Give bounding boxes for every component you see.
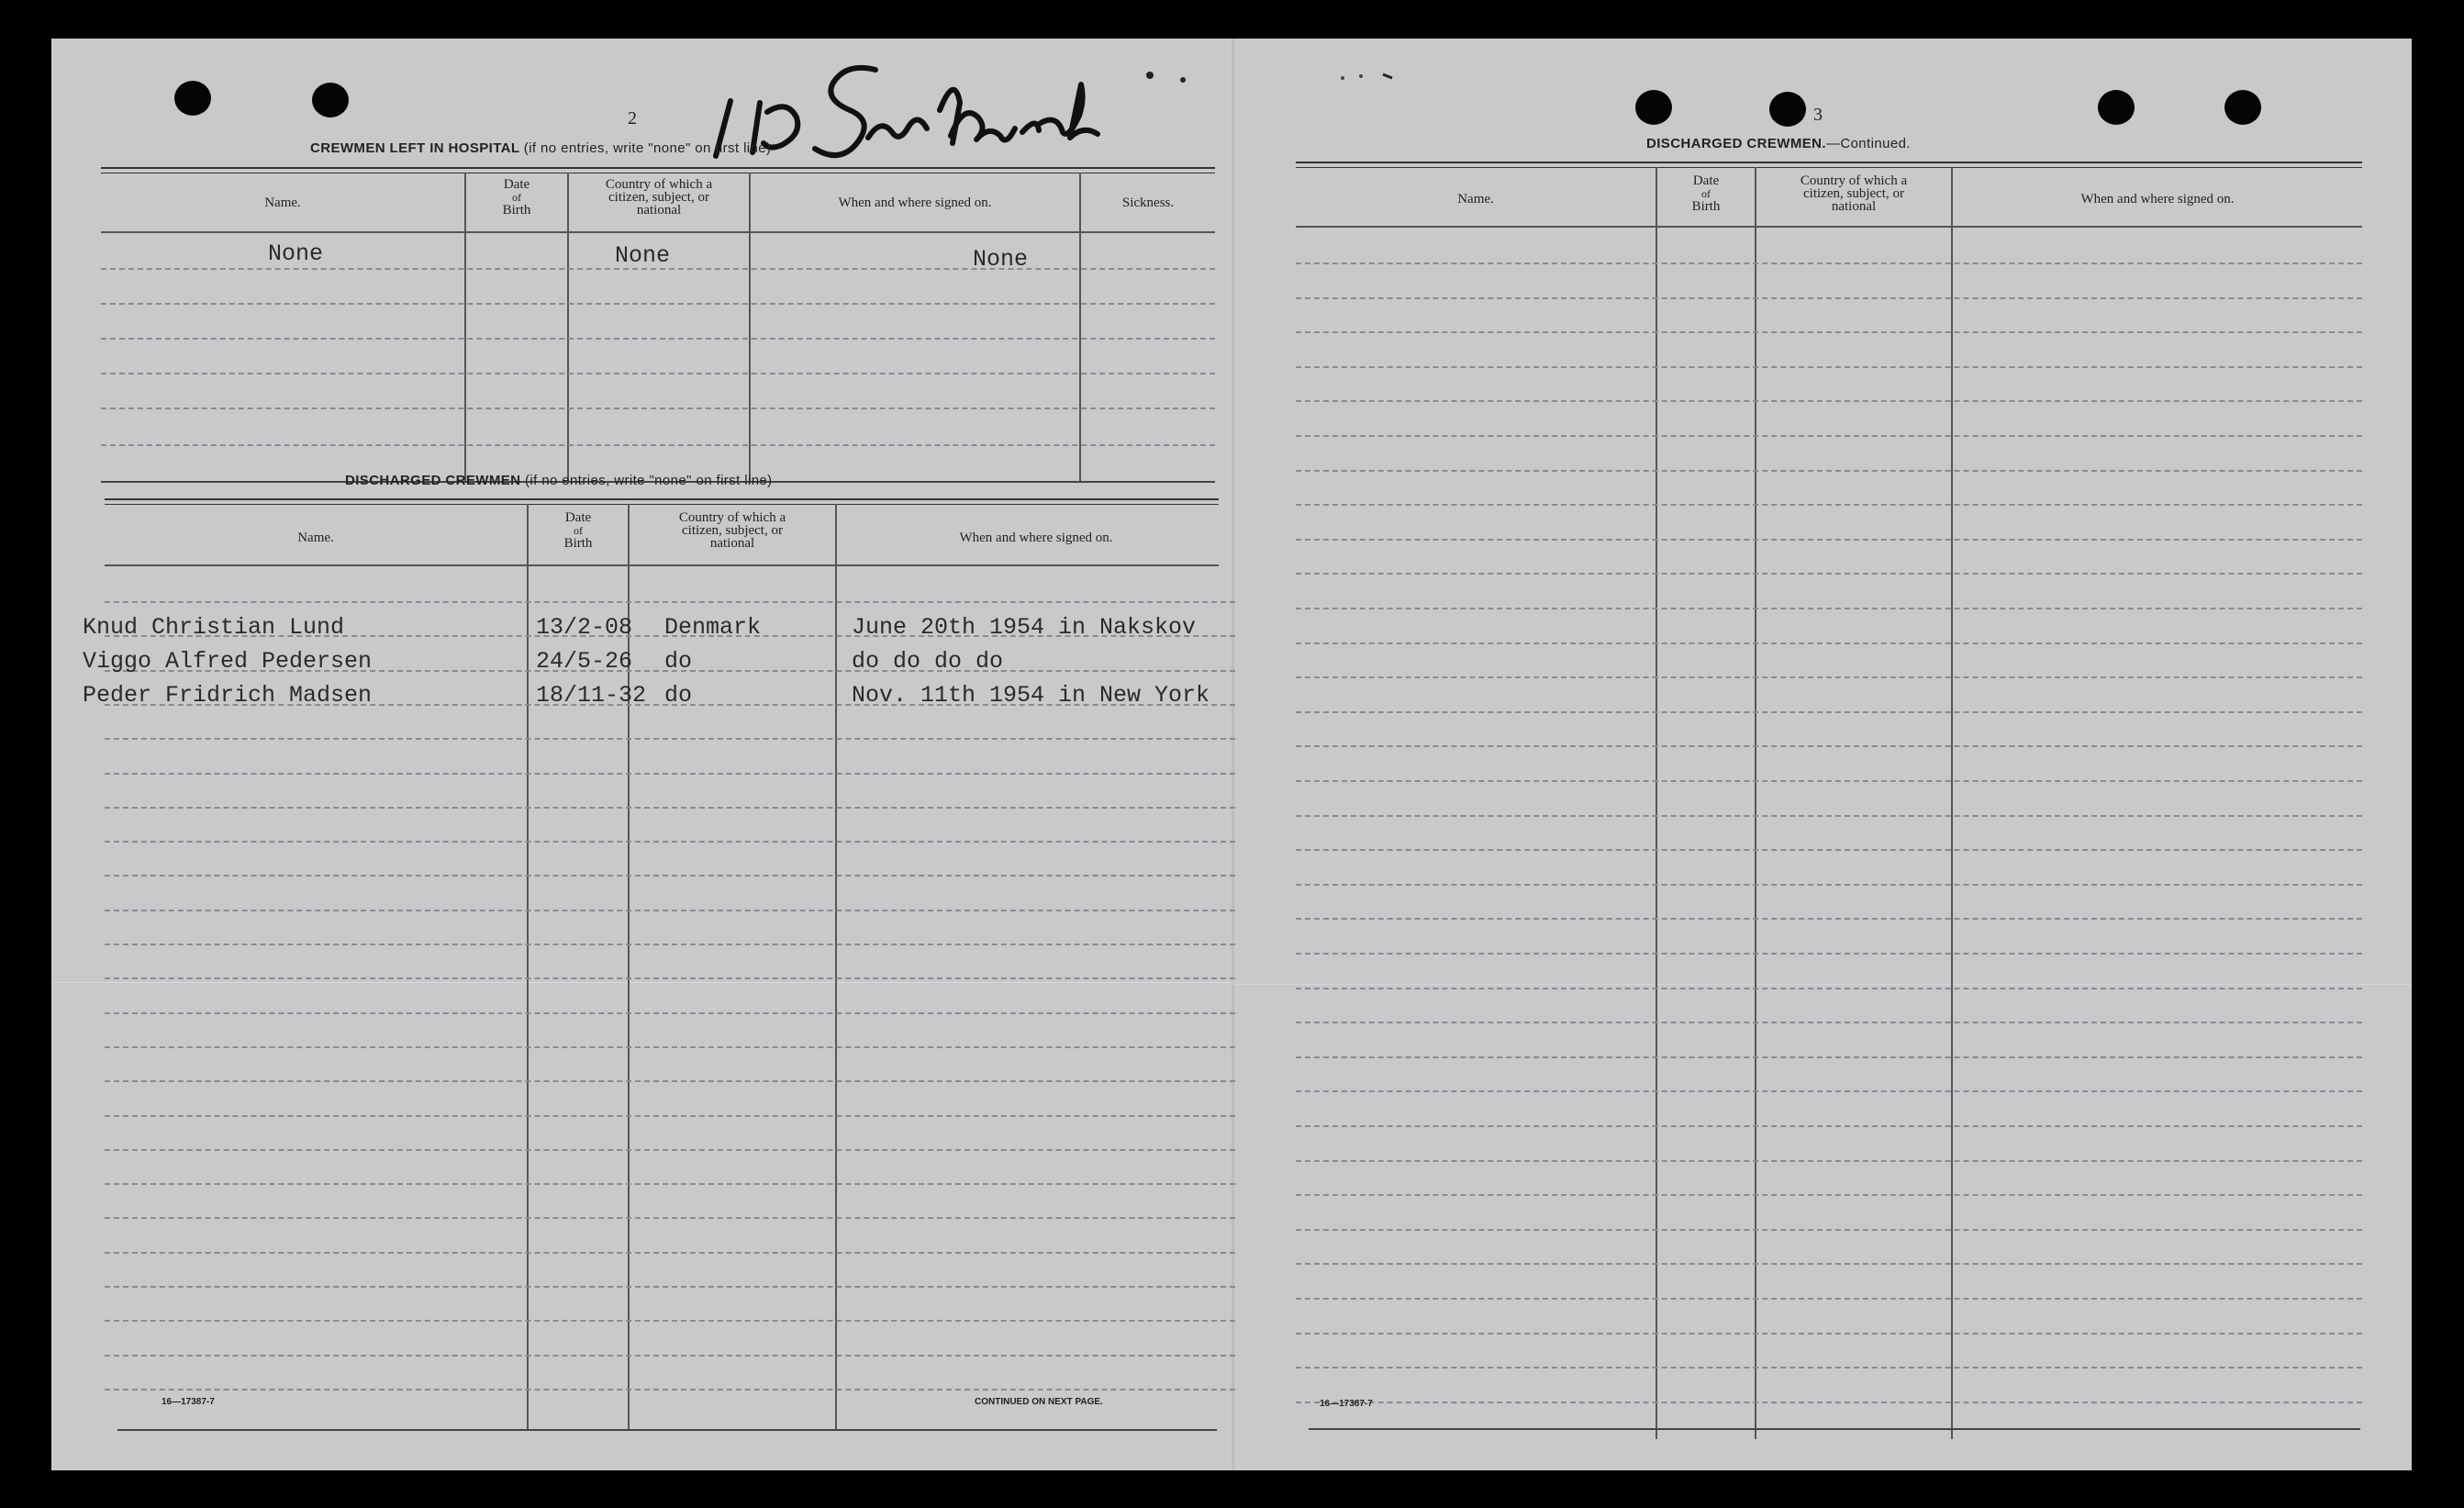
header-baseline (101, 231, 1215, 234)
discharged-name-entry: Viggo Alfred Pedersen (83, 648, 373, 675)
table-rule (1296, 162, 2362, 168)
punch-hole (2098, 90, 2135, 125)
entry-line (105, 910, 1235, 911)
entry-line (1296, 331, 2362, 333)
column-divider (464, 173, 466, 481)
entry-line (1296, 1160, 2362, 1162)
column-divider (1656, 167, 1657, 1439)
header-name: Name. (297, 531, 334, 545)
discharged-country-entry: Denmark (664, 614, 762, 641)
entry-line (1296, 1298, 2362, 1300)
discharged-dob-entry: 24/5-26 (536, 648, 633, 675)
entry-line (105, 875, 1235, 877)
entry-line (105, 1320, 1235, 1322)
discharged-dob-entry: 13/2-08 (536, 614, 633, 641)
entry-line (105, 1149, 1235, 1151)
entry-line (1296, 1194, 2362, 1196)
header-country: Country of which a citizen, subject, or national (678, 510, 786, 551)
entry-line (1296, 400, 2362, 402)
column-divider (527, 504, 529, 1431)
hospital-country-entry: None (615, 242, 671, 269)
document-sheet (51, 39, 2412, 1470)
entry-line (101, 373, 1215, 374)
entry-line (1296, 711, 2362, 713)
header-name: Name. (1457, 192, 1494, 207)
entry-line (1296, 608, 2362, 609)
entry-line (1296, 988, 2362, 989)
continued-section-title: DISCHARGED CREWMEN.—Continued. (1646, 136, 1911, 151)
discharged-signed-entry: June 20th 1954 in Nakskov (852, 614, 1197, 641)
entry-line (1296, 435, 2362, 437)
entry-line (1296, 676, 2362, 678)
header-signed: When and where signed on. (2080, 192, 2235, 207)
right-page (1235, 39, 2412, 1470)
handwritten-signature (675, 57, 1107, 176)
entry-line (1296, 1090, 2362, 1092)
header-name: Name. (264, 195, 301, 210)
header-dob: Date of Birth (1691, 173, 1721, 214)
entry-line (105, 738, 1235, 740)
entry-line (101, 303, 1215, 305)
entry-line (1296, 1125, 2362, 1127)
entry-line (105, 1355, 1235, 1357)
entry-line (105, 841, 1235, 843)
entry-line (105, 1183, 1235, 1185)
column-divider (1755, 167, 1756, 1439)
entry-line (1296, 780, 2362, 782)
continued-note: CONTINUED ON NEXT PAGE. (975, 1397, 1103, 1407)
entry-line (1296, 1402, 2362, 1403)
entry-line (1296, 470, 2362, 472)
discharged-name-entry: Knud Christian Lund (83, 614, 345, 641)
entry-line (1296, 263, 2362, 264)
entry-line (1296, 815, 2362, 817)
punch-hole (2224, 90, 2261, 125)
discharged-dob-entry: 18/11-32 (536, 682, 647, 709)
discharged-signed-entry: do do do do (852, 648, 1004, 675)
form-number: 16—17387-7 (1320, 1399, 1373, 1409)
discharged-table (83, 498, 1235, 1433)
entry-line (1296, 849, 2362, 851)
hospital-name-entry: None (268, 240, 324, 267)
entry-line (1296, 1367, 2362, 1368)
header-baseline (1296, 226, 2362, 229)
column-divider (1951, 167, 1953, 1439)
entry-line (105, 1286, 1235, 1288)
column-divider (567, 173, 569, 481)
discharged-name-entry: Peder Fridrich Madsen (83, 682, 373, 709)
entry-line (105, 773, 1235, 775)
page-number: 2 (628, 108, 637, 128)
entry-line (1296, 1263, 2362, 1265)
hospital-table (101, 167, 1215, 483)
header-country: Country of which a citizen, subject, or national (1800, 173, 1908, 214)
column-divider (1079, 173, 1081, 481)
entry-line (1296, 1022, 2362, 1023)
entry-line (105, 1217, 1235, 1219)
header-country: Country of which a citizen, subject, or national (605, 177, 713, 218)
table-rule (101, 167, 1215, 173)
entry-line (1296, 1333, 2362, 1335)
entry-line (1296, 642, 2362, 644)
entry-line (1296, 1229, 2362, 1231)
entry-line (105, 1252, 1235, 1254)
hospital-section-title: CREWMEN LEFT IN HOSPITAL (if no entries, write "none" on first line) (310, 140, 772, 156)
entry-line (105, 1389, 1235, 1391)
form-number: 16—17387-7 (162, 1397, 215, 1407)
punch-hole (1635, 90, 1672, 125)
page-number: 3 (1813, 105, 1823, 125)
discharged-signed-entry: Nov. 11th 1954 in New York (852, 682, 1210, 709)
entry-line (101, 408, 1215, 409)
punch-hole (312, 83, 349, 117)
left-page (51, 39, 1235, 1470)
column-divider (835, 504, 837, 1431)
continued-table (1296, 162, 2362, 1441)
entry-line (105, 1115, 1235, 1117)
entry-line (105, 601, 1235, 603)
table-bottom-rule (1309, 1428, 2360, 1430)
discharged-country-entry: do (664, 682, 693, 709)
hospital-signed-entry: None (973, 246, 1029, 273)
entry-line (1296, 745, 2362, 747)
punch-hole (1769, 92, 1806, 127)
entry-line (1296, 366, 2362, 368)
table-bottom-rule (117, 1429, 1217, 1431)
entry-line (1296, 953, 2362, 955)
table-rule (105, 498, 1219, 505)
header-sickness: Sickness. (1121, 195, 1175, 210)
header-signed: When and where signed on. (838, 195, 992, 210)
entry-line (105, 1080, 1235, 1082)
entry-line (1296, 504, 2362, 506)
entry-line (101, 338, 1215, 340)
header-signed: When and where signed on. (959, 531, 1113, 545)
column-divider (628, 504, 630, 1431)
entry-line (101, 444, 1215, 446)
entry-line (105, 1046, 1235, 1048)
entry-line (1296, 539, 2362, 541)
entry-line (105, 944, 1235, 945)
discharged-country-entry: do (664, 648, 693, 675)
entry-line (1296, 918, 2362, 920)
entry-line (1296, 1056, 2362, 1058)
punch-hole (174, 81, 211, 116)
entry-line (1296, 573, 2362, 575)
entry-line (1296, 297, 2362, 299)
header-baseline (105, 564, 1219, 567)
header-dob: Date of Birth (502, 177, 531, 218)
entry-line (105, 807, 1235, 809)
column-divider (749, 173, 751, 481)
entry-line (105, 1012, 1235, 1014)
header-dob: Date of Birth (563, 510, 593, 551)
entry-line (1296, 884, 2362, 886)
entry-line (105, 977, 1235, 979)
discharged-section-title: DISCHARGED CREWMEN (if no entries, write "none" on first line) (345, 473, 773, 488)
